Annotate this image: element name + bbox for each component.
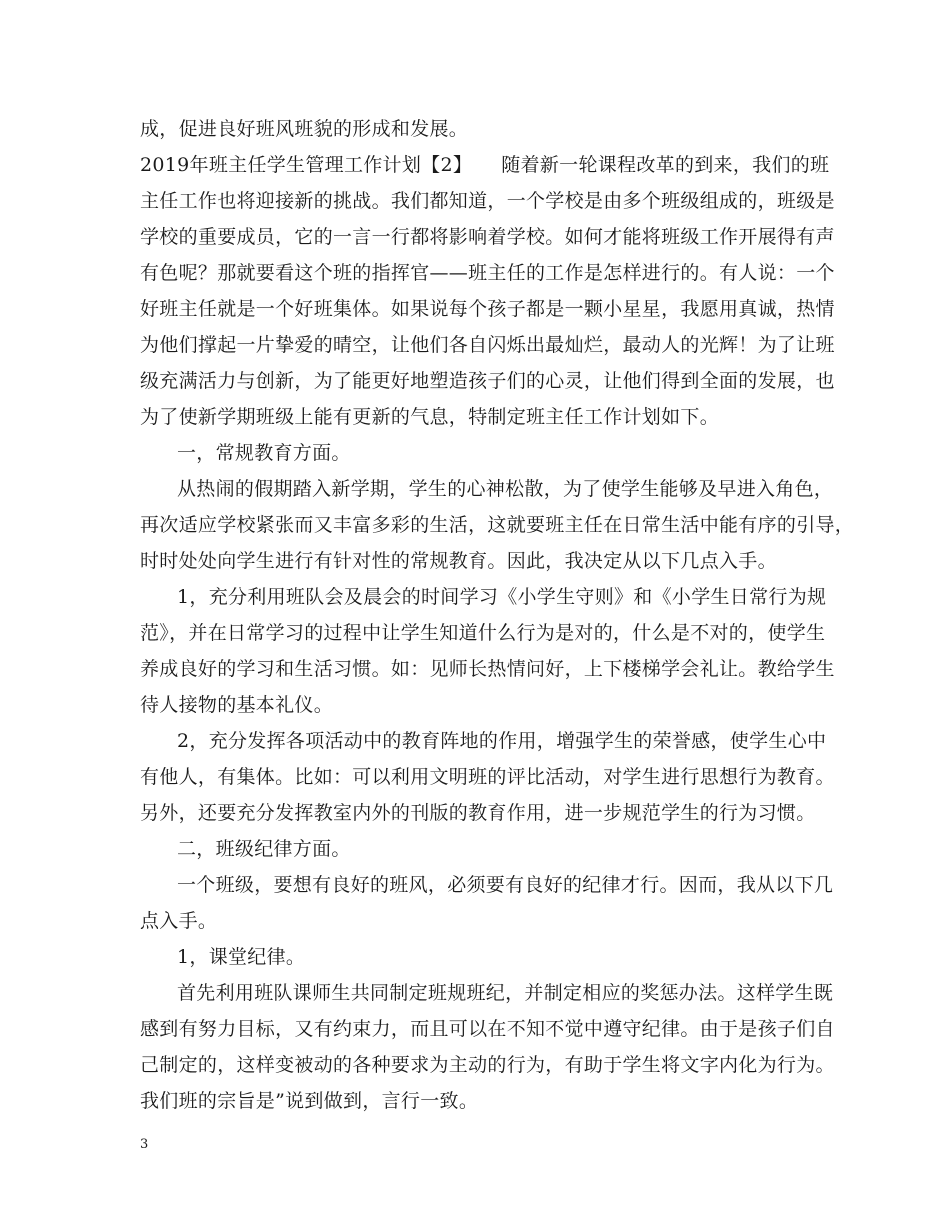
text-line: 感到有努力目标，又有约束力，而且可以在不知不觉中遵守纪律。由于是孩子们自 bbox=[140, 1018, 835, 1040]
text-line: 时时处处向学生进行有针对性的常规教育。因此，我决定从以下几点入手。 bbox=[140, 550, 777, 572]
text-line: 2，充分发挥各项活动中的教育阵地的作用，增强学生的荣誉感，使学生心中 bbox=[177, 730, 827, 752]
text-line: 好班主任就是一个好班集体。如果说每个孩子都是一颗小星星，我愿用真诚，热情 bbox=[140, 298, 835, 320]
text-line: 首先利用班队课师生共同制定班规班纪，并制定相应的奖惩办法。这样学生既 bbox=[177, 982, 834, 1004]
text-line: 级充满活力与创新，为了能更好地塑造孩子们的心灵，让他们得到全面的发展，也 bbox=[140, 370, 835, 392]
text-line: 养成良好的学习和生活习惯。如：见师长热情问好，上下楼梯学会礼让。教给学生 bbox=[140, 658, 835, 680]
text-line: 1，充分利用班队会及晨会的时间学习《小学生守则》和《小学生日常行为规 bbox=[177, 586, 827, 608]
text-line: 成，促进良好班风班貌的形成和发展。 bbox=[140, 118, 469, 140]
text-line: 另外，还要充分发挥教室内外的刊版的教育作用，进一步规范学生的行为习惯。 bbox=[140, 802, 816, 824]
text-line: 有他人，有集体。比如：可以利用文明班的评比活动，对学生进行思想行为教育。 bbox=[140, 766, 835, 788]
text-line: 己制定的，这样变被动的各种要求为主动的行为，有助于学生将文字内化为行为。 bbox=[140, 1054, 835, 1076]
text-line: 再次适应学校紧张而又丰富多彩的生活，这就要班主任在日常生活中能有序的引导， bbox=[140, 514, 855, 536]
section-heading: 二，班级纪律方面。 bbox=[177, 838, 351, 860]
text-line: 主任工作也将迎接新的挑战。我们都知道，一个学校是由多个班级组成的，班级是 bbox=[140, 190, 835, 212]
text-line: 范》，并在日常学习的过程中让学生知道什么行为是对的，什么是不对的，使学生 bbox=[140, 622, 826, 644]
text-line: 有色呢？那就要看这个班的指挥官——班主任的工作是怎样进行的。有人说：一个 bbox=[140, 262, 835, 284]
subsection-heading: 1，课堂纪律。 bbox=[177, 946, 306, 968]
section-heading-line: 2019年班主任学生管理工作计划【2】 随着新一轮课程改革的到来，我们的班 bbox=[140, 154, 830, 176]
text-line: 从热闹的假期踏入新学期，学生的心神松散，为了使学生能够及早进入角色， bbox=[177, 478, 834, 500]
page-number: 3 bbox=[140, 1137, 149, 1152]
section-heading: 一，常规教育方面。 bbox=[177, 442, 351, 464]
text-line: 为他们撑起一片挚爱的晴空，让他们各自闪烁出最灿烂，最动人的光辉！为了让班 bbox=[140, 334, 835, 356]
text-line: 学校的重要成员，它的一言一行都将影响着学校。如何才能将班级工作开展得有声 bbox=[140, 226, 835, 248]
text-line: 一个班级，要想有良好的班风，必须要有良好的纪律才行。因而，我从以下几 bbox=[177, 874, 834, 896]
text-line: 点入手。 bbox=[140, 910, 218, 932]
text-line: 待人接物的基本礼仪。 bbox=[140, 694, 334, 716]
text-line: 为了使新学期班级上能有更新的气息，特制定班主任工作计划如下。 bbox=[140, 406, 720, 428]
text-line: 我们班的宗旨是”说到做到，言行一致。 bbox=[140, 1090, 479, 1112]
